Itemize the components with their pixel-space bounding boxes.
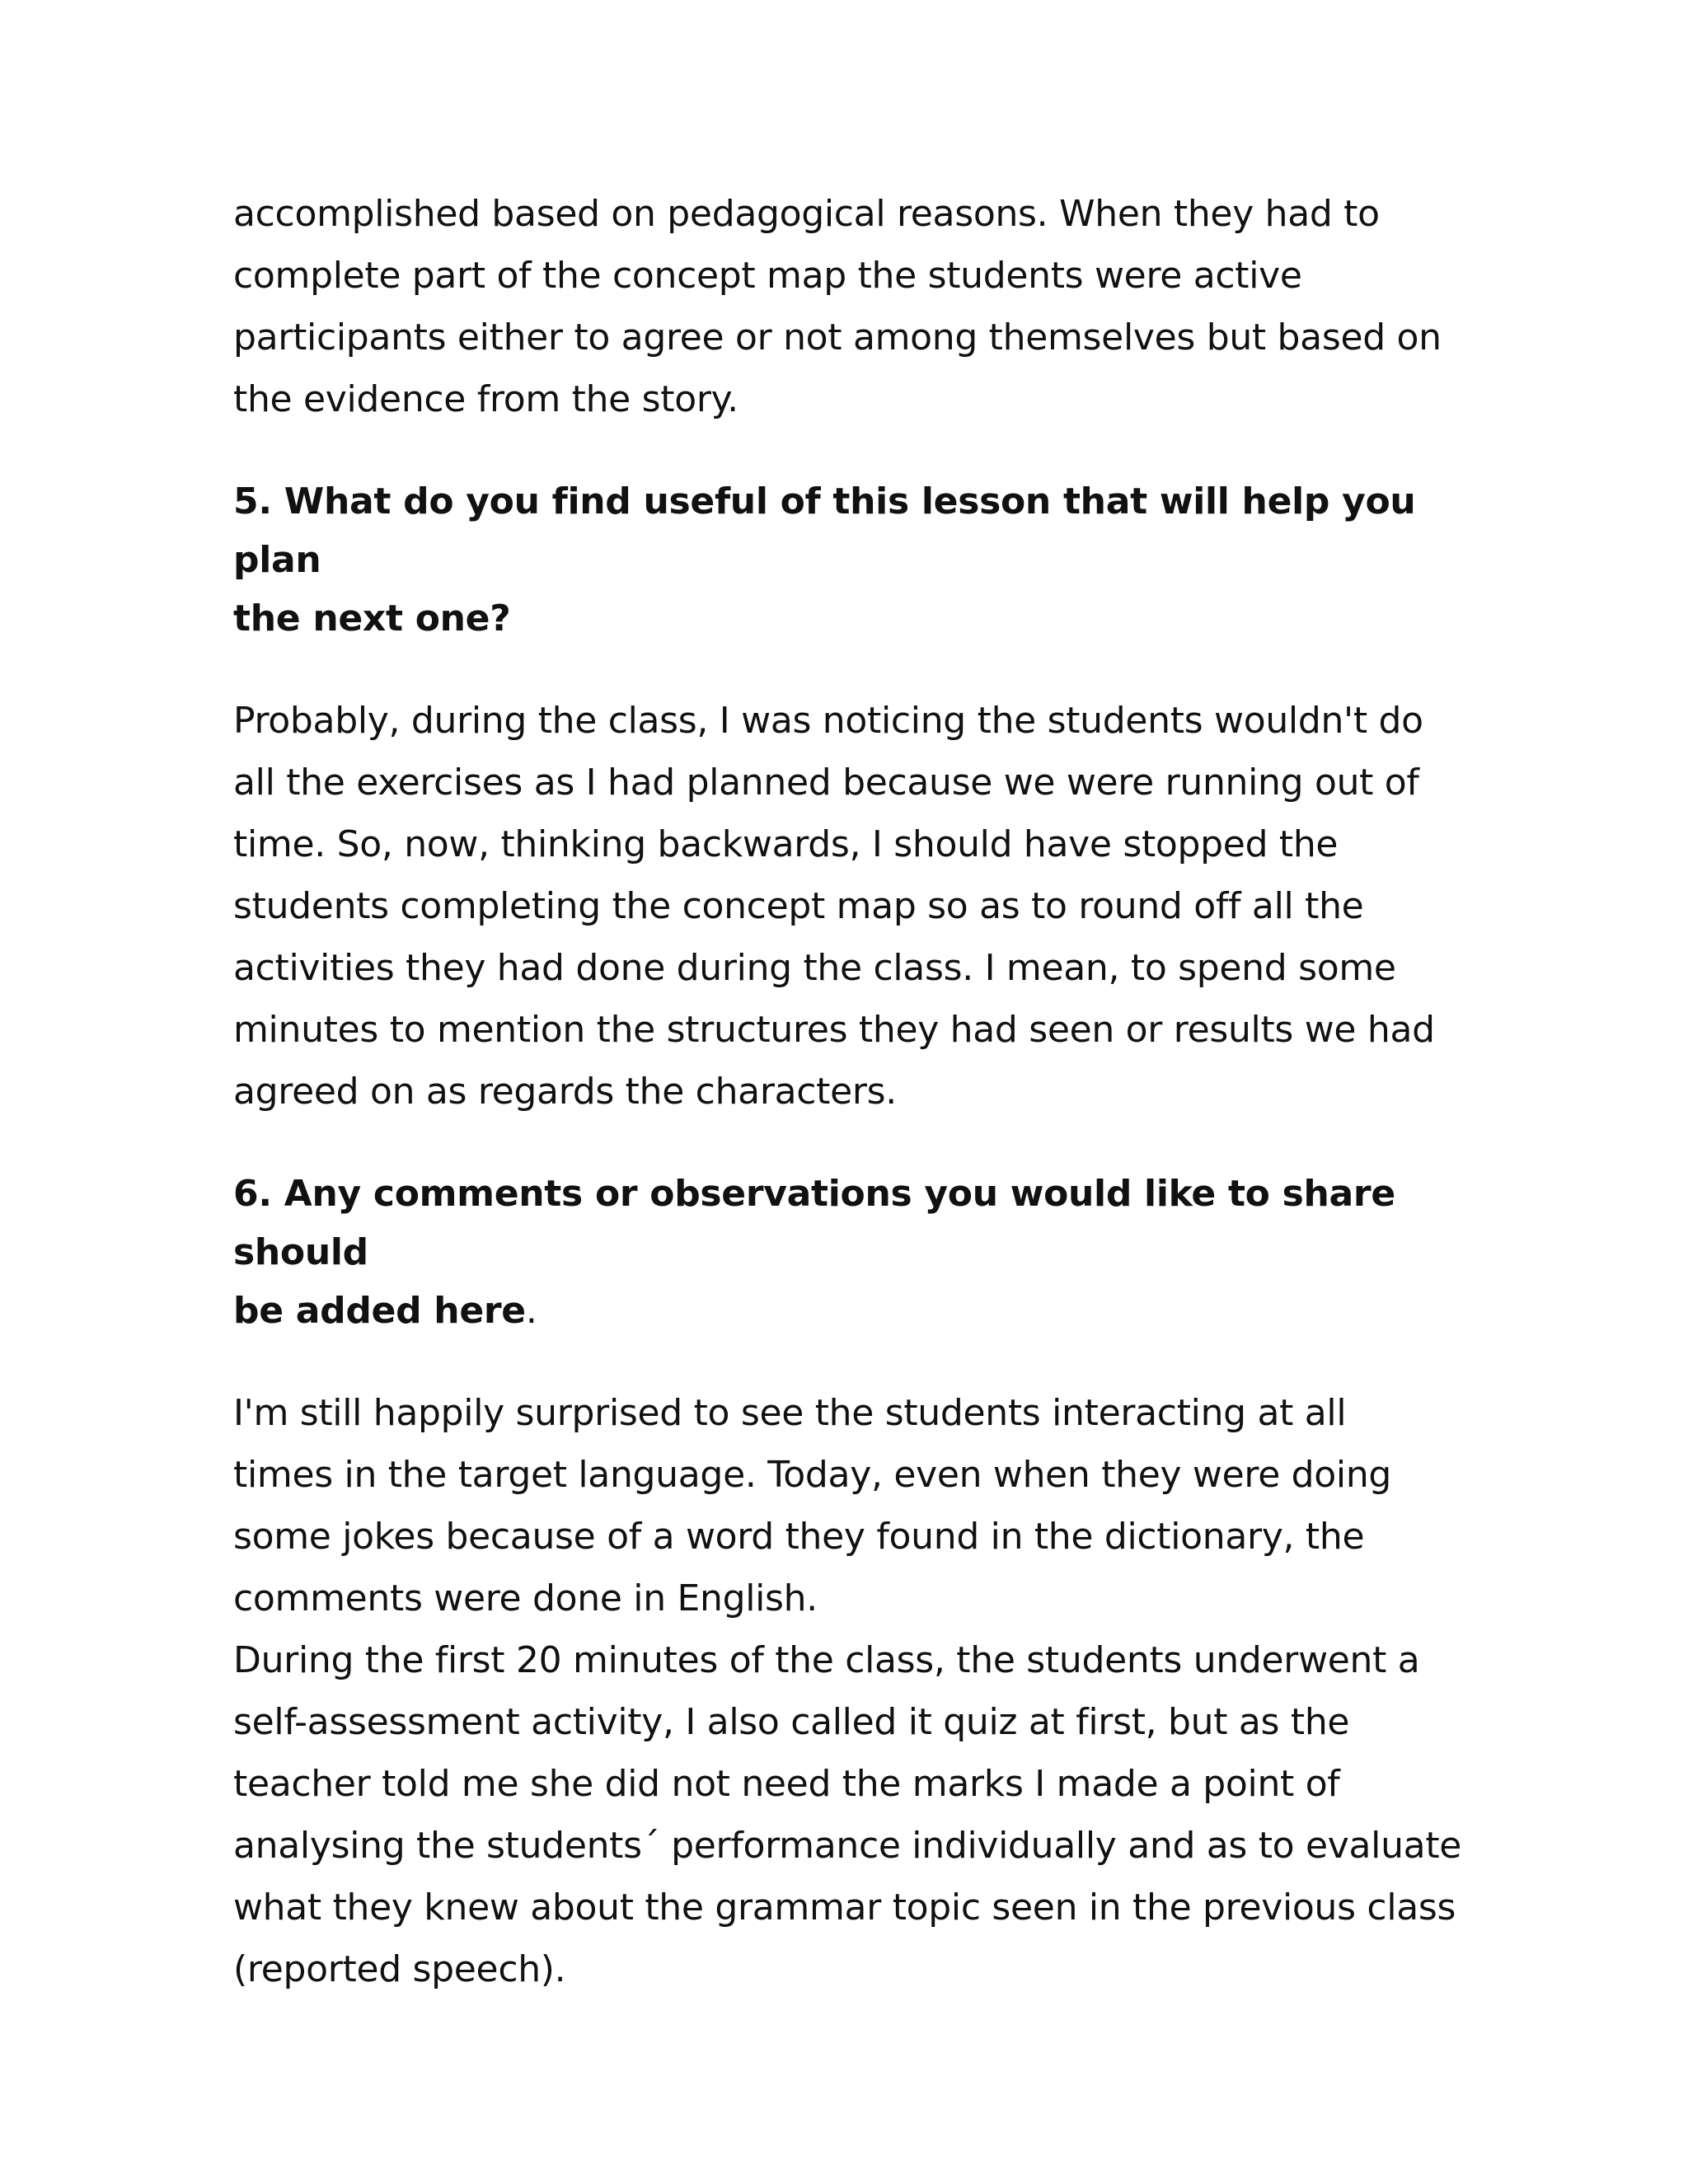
answer-5-paragraph: Probably, during the class, I was noticing the students wouldn't do all the exercises as I had planned because we were running out of time. So, now, thinking backwards, I should have stopped the students completing the concept map so as to round off all the activities they had done during the class. I mean, to spend some minutes to mention the structures they had seen or results we had agreed on as regards the characters. bbox=[233, 700, 1435, 1113]
question-6-period: . bbox=[525, 1290, 537, 1332]
question-5-text: 5. What do you find useful of this lesson that will help you plan the next one? bbox=[233, 480, 1416, 640]
paragraph-continuation: accomplished based on pedagogical reasons. When they had to complete part of the concept map the students were active participants either to agree or not among themselves but based on the evidence from the story. bbox=[233, 193, 1442, 420]
answer-6-paragraph-1: I'm still happily surprised to see the students interacting at all times in the target language. Today, even when they were doing some jokes because of a word they found in the dictionary, the comments were done in English. bbox=[233, 1392, 1392, 1619]
question-5-heading bbox=[233, 472, 1470, 648]
question-6-heading bbox=[233, 1165, 1470, 1340]
answer-6-paragraph-2: During the first 20 minutes of the class, the students underwent a self-assessment activity, I also called it quiz at first, but as the teacher told me she did not need the marks I made a point of analysing the students´ performance individually and as to evaluate what they knew about the grammar topic seen in the previous class (reported speech). bbox=[233, 1639, 1462, 1990]
question-6-text: 6. Any comments or observations you would like to share should be added here bbox=[233, 1173, 1395, 1332]
document-body bbox=[233, 183, 1470, 2042]
